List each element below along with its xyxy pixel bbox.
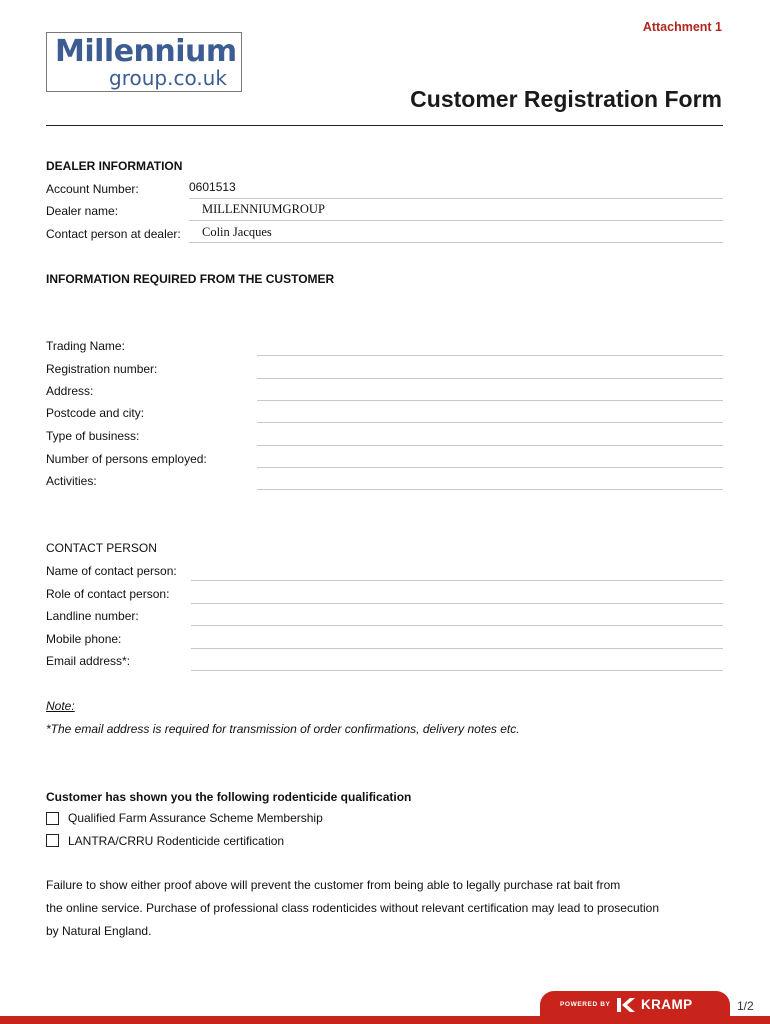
lantra-crru-checkbox[interactable] [46, 834, 59, 847]
contact-heading: CONTACT PERSON [46, 541, 157, 555]
dealer-contact-value[interactable]: Colin Jacques [202, 225, 272, 239]
account-number-value[interactable]: 0601513 [189, 180, 236, 194]
note-text: *The email address is required for transmission of order confirmations, delivery notes etc. [46, 722, 520, 736]
registration-number-label: Registration number: [46, 362, 158, 376]
email-field[interactable] [191, 670, 723, 671]
note-title: Note: [46, 699, 75, 713]
qualification-heading: Customer has shown you the following rodenticide qualification [46, 790, 412, 804]
registration-number-field[interactable] [257, 378, 723, 379]
contact-name-field[interactable] [191, 580, 723, 581]
powered-by-label: POWERED BY [560, 1001, 611, 1008]
lantra-crru-label: LANTRA/CRRU Rodenticide certification [68, 834, 285, 848]
page-number: 1/2 [737, 999, 754, 1013]
address-field[interactable] [257, 400, 723, 401]
kramp-brand: KRAMP [641, 997, 693, 1012]
millennium-logo [46, 32, 242, 92]
disclaimer-line-3: by Natural England. [46, 924, 152, 938]
employees-field[interactable] [257, 467, 723, 468]
trading-name-field[interactable] [257, 355, 723, 356]
customer-heading: INFORMATION REQUIRED FROM THE CUSTOMER [46, 272, 335, 286]
farm-assurance-label: Qualified Farm Assurance Scheme Membership [68, 811, 323, 825]
mobile-field[interactable] [191, 648, 723, 649]
disclaimer-text [46, 874, 736, 943]
title-divider [46, 125, 723, 126]
farm-assurance-checkbox[interactable] [46, 812, 59, 825]
postcode-city-label: Postcode and city: [46, 406, 145, 420]
trading-name-label: Trading Name: [46, 339, 125, 353]
email-label: Email address*: [46, 654, 131, 668]
dealer-contact-line [189, 242, 723, 243]
dealer-heading: DEALER INFORMATION [46, 159, 183, 173]
dealer-name-label: Dealer name: [46, 204, 119, 218]
business-type-field[interactable] [257, 445, 723, 446]
activities-field[interactable] [257, 489, 723, 490]
logo-line1: Millennium [55, 34, 237, 69]
disclaimer-line-2: the online service. Purchase of professional class rodenticides without relevant certification may lead to prosecution [46, 901, 659, 915]
landline-label: Landline number: [46, 609, 139, 623]
dealer-name-value[interactable]: MILLENNIUMGROUP [202, 202, 325, 216]
contact-role-label: Role of contact person: [46, 587, 170, 601]
account-number-line [189, 198, 723, 199]
contact-name-label: Name of contact person: [46, 564, 177, 578]
disclaimer-line-1: Failure to show either proof above will prevent the customer from being able to legally purchase rat bait from [46, 878, 621, 892]
postcode-city-field[interactable] [257, 422, 723, 423]
dealer-contact-label: Contact person at dealer: [46, 227, 181, 241]
page-title: Customer Registration Form [410, 86, 722, 112]
employees-label: Number of persons employed: [46, 452, 207, 466]
account-number-label: Account Number: [46, 182, 139, 196]
activities-label: Activities: [46, 474, 97, 488]
kramp-logo-icon [617, 998, 635, 1012]
landline-field[interactable] [191, 625, 723, 626]
address-label: Address: [46, 384, 94, 398]
logo-line2: group.co.uk [109, 66, 227, 90]
dealer-name-line [189, 220, 723, 221]
contact-role-field[interactable] [191, 603, 723, 604]
attachment-label: Attachment 1 [642, 20, 722, 34]
business-type-label: Type of business: [46, 429, 140, 443]
mobile-label: Mobile phone: [46, 632, 122, 646]
